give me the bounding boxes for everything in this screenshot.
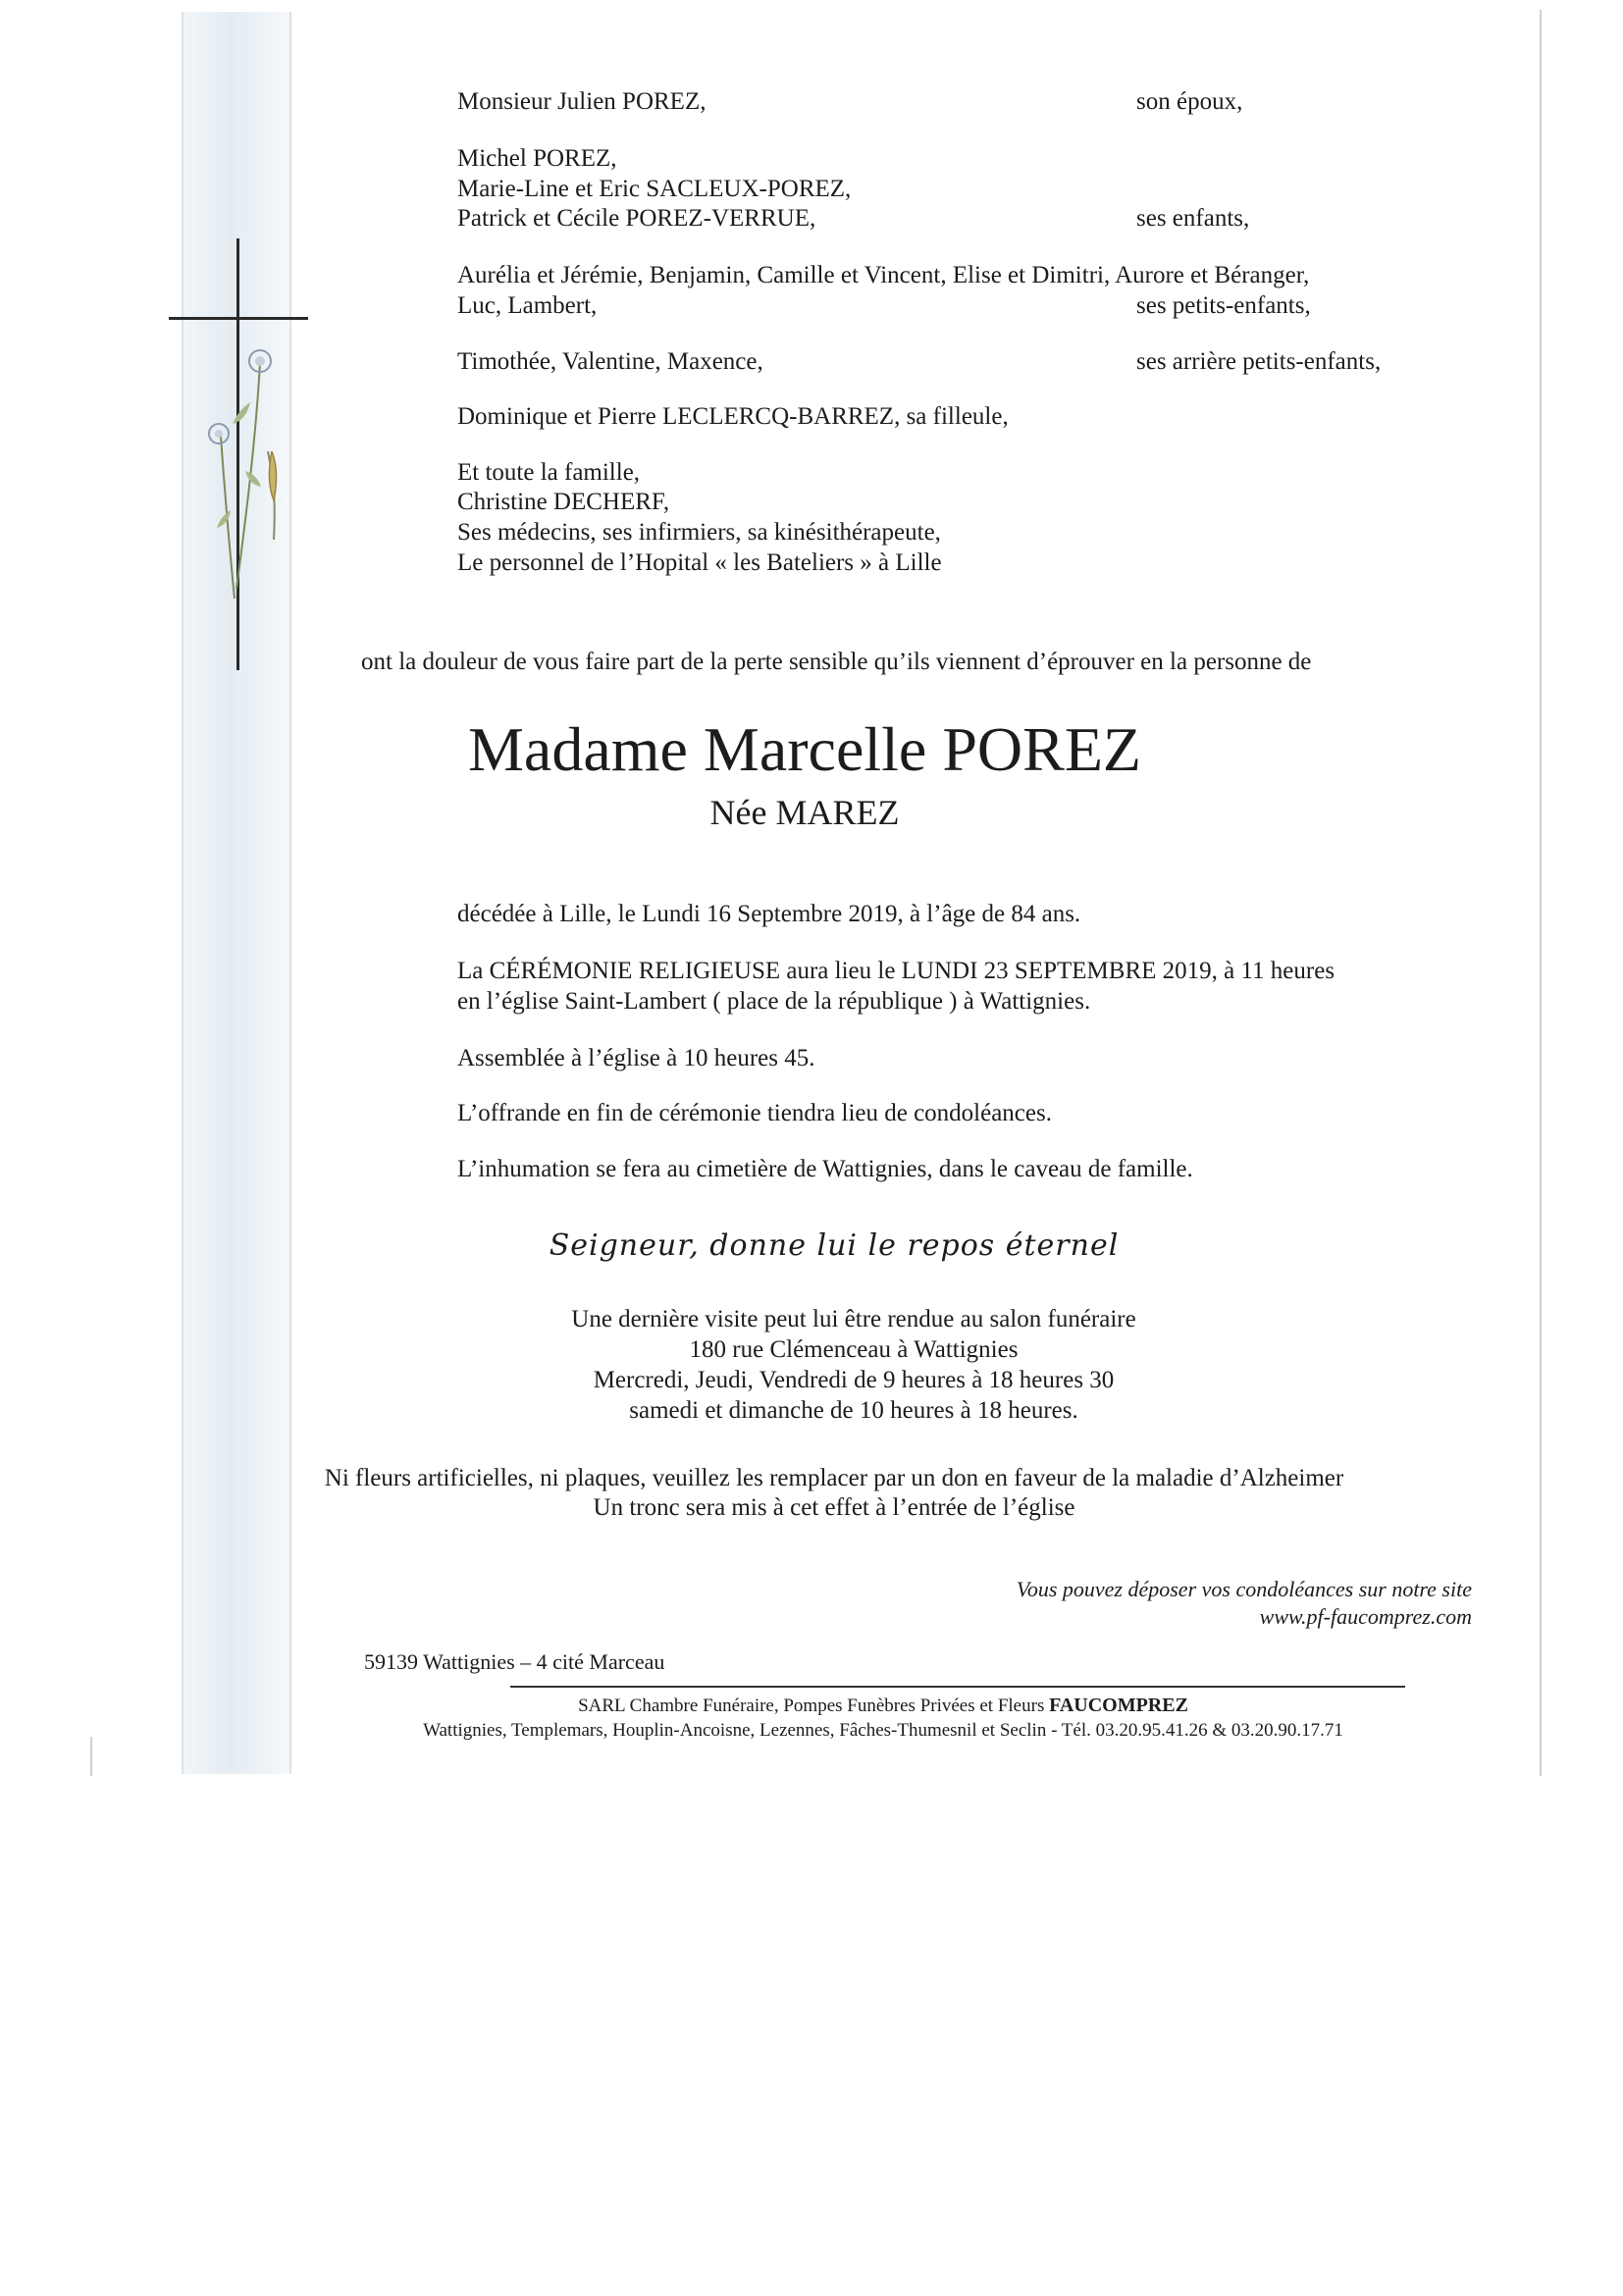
footer-company-name: FAUCOMPREZ [1049,1695,1188,1716]
visit-line: samedi et dimanche de 10 heures à 18 heures. [629,1397,1078,1424]
family-line: Le personnel de l’Hopital « les Bateliers » à Lille [457,549,942,576]
grandchildren-relation: ses petits-enfants, [1136,292,1311,319]
visit-line: Une dernière visite peut lui être rendue au salon funéraire [571,1306,1136,1332]
family-line: Christine DECHERF, [457,489,670,515]
goddaughter: Dominique et Pierre LECLERCQ-BARREZ, sa filleule, [457,403,1009,430]
prayer-text: Seigneur, donne lui le repos éternel [549,1228,1120,1263]
child-name: Patrick et Cécile POREZ-VERRUE, [457,205,816,232]
visit-line: Mercredi, Jeudi, Vendredi de 9 heures à 18 heures 30 [593,1367,1115,1393]
family-line: Ses médecins, ses infirmiers, sa kinésithérapeute, [457,519,941,546]
grandchildren-names: Luc, Lambert, [457,292,598,319]
great-grandchildren-relation: ses arrière petits-enfants, [1136,348,1382,375]
scan-edge-line [1540,10,1542,1776]
flowers-note: Ni fleurs artificielles, ni plaques, veuillez les remplacer par un don en faveur de la maladie d’Alzheimer [324,1465,1344,1491]
ceremony-details: La CÉRÉMONIE RELIGIEUSE aura lieu le LUNDI 23 SEPTEMBRE 2019, à 11 heures [457,958,1335,984]
child-name: Marie-Line et Eric SACLEUX-POREZ, [457,176,852,202]
offering-details: L’offrande en fin de cérémonie tiendra lieu de condoléances. [457,1100,1052,1126]
footer-locations: Wattignies, Templemars, Houplin-Ancoisne, Lezennes, Fâches-Thumesnil et Seclin - Tél. 03.20.95.41.26 & 03.20.90.17.71 [423,1720,1343,1741]
great-grandchildren-names: Timothée, Valentine, Maxence, [457,348,763,375]
grandchildren-names: Aurélia et Jérémie, Benjamin, Camille et Vincent, Elise et Dimitri, Aurore et Béranger, [457,262,1310,288]
spouse-relation: son époux, [1136,88,1243,115]
maiden-name: Née MAREZ [709,793,900,832]
children-relation: ses enfants, [1136,205,1250,232]
footer-company-prefix: SARL Chambre Funéraire, Pompes Funèbres Privées et Fleurs [578,1696,1045,1716]
address: 59139 Wattignies – 4 cité Marceau [364,1649,665,1674]
child-name: Michel POREZ, [457,145,617,172]
deceased-name: Madame Marcelle POREZ [468,714,1141,784]
family-line: Et toute la famille, [457,459,641,486]
announcement-text: ont la douleur de vous faire part de la perte sensible qu’ils viennent d’éprouver en la personne de [361,649,1312,675]
ceremony-details: en l’église Saint-Lambert ( place de la république ) à Wattignies. [457,988,1091,1015]
condolences-note: Vous pouvez déposer vos condoléances sur notre site [1016,1577,1472,1601]
flowers-note: Un tronc sera mis à cet effet à l’entrée de l’église [593,1494,1075,1521]
condolences-url[interactable]: www.pf-faucomprez.com [1259,1604,1472,1629]
footer-divider [510,1686,1405,1688]
cross-icon-bar [169,317,308,320]
footer-company [324,1694,1442,1718]
assembly-details: Assemblée à l’église à 10 heures 45. [457,1045,815,1071]
burial-details: L’inhumation se fera au cimetière de Wattignies, dans le caveau de famille. [457,1156,1193,1182]
scan-edge-line [90,1737,92,1776]
flower-illustration-icon [191,343,299,657]
death-details: décédée à Lille, le Lundi 16 Septembre 2019, à l’âge de 84 ans. [457,901,1081,927]
visit-line: 180 rue Clémenceau à Wattignies [689,1336,1019,1363]
spouse-name: Monsieur Julien POREZ, [457,88,707,115]
